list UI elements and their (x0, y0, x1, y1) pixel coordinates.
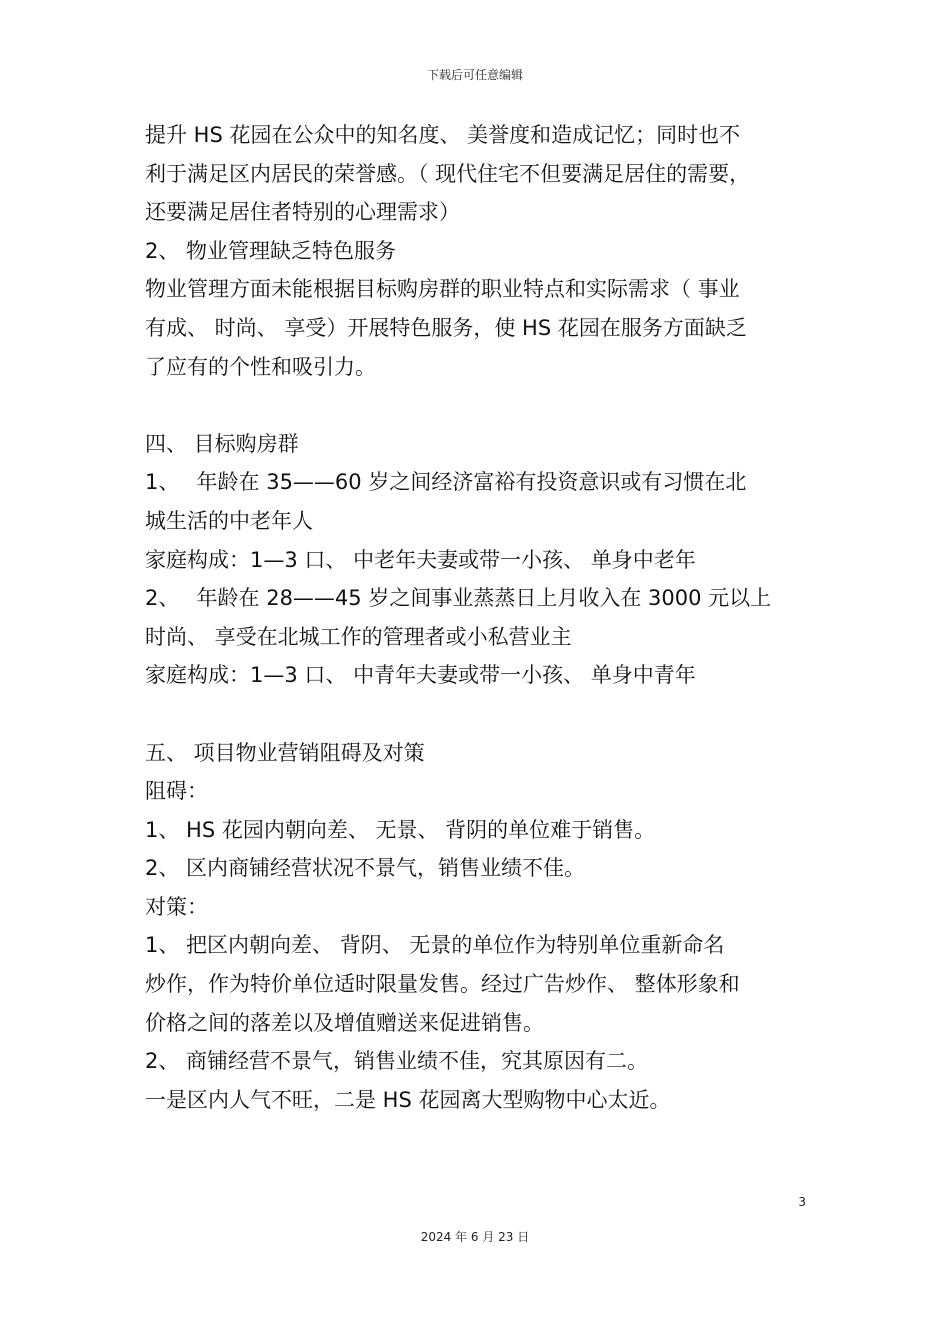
page-header-note: 下载后可任意编辑 (426, 68, 523, 82)
document-body (145, 116, 810, 1119)
body-line: 城生活的中老年人 (145, 508, 313, 533)
paragraph-gap (145, 386, 810, 425)
body-line: 阻碍： (145, 779, 208, 804)
body-line: 2、 区内商铺经营状况不景气，销售业绩不佳。 (145, 856, 586, 881)
body-line: 有成、 时尚、 享受）开展特色服务，使 HS 花园在服务方面缺乏 (145, 315, 747, 340)
page-number: 3 (798, 1195, 806, 1209)
section-heading: 四、 目标购房群 (145, 431, 299, 456)
body-line: 家庭构成：1—3 口、 中青年夫妻或带一小孩、 单身中青年 (145, 663, 696, 688)
body-line: 炒作，作为特价单位适时限量发售。经过广告炒作、 整体形象和 (145, 972, 740, 997)
body-line: 1、 年龄在 35——60 岁之间经济富裕有投资意识或有习惯在北 (145, 470, 747, 495)
body-line: 一是区内人气不旺，二是 HS 花园离大型购物中心太近。 (145, 1087, 671, 1112)
body-line: 了应有的个性和吸引力。 (145, 354, 376, 379)
body-line: 1、 HS 花园内朝向差、 无景、 背阴的单位难于销售。 (145, 817, 656, 842)
body-line: 时尚、 享受在北城工作的管理者或小私营业主 (145, 624, 572, 649)
body-line: 1、 把区内朝向差、 背阴、 无景的单位作为特别单位重新命名 (145, 933, 725, 958)
body-line: 对策： (145, 894, 208, 919)
body-line: 还要满足居住者特别的心理需求） (145, 200, 460, 225)
body-line: 2、 商铺经营不景气，销售业绩不佳，究其原因有二。 (145, 1049, 649, 1074)
section-heading: 五、 项目物业营销阻碍及对策 (145, 740, 425, 765)
footer-date: 2024 年 6 月 23 日 (420, 1230, 530, 1244)
body-line: 提升 HS 花园在公众中的知名度、 美誉度和造成记忆；同时也不 (145, 123, 741, 147)
body-line: 价格之间的落差以及增值赠送来促进销售。 (145, 1010, 544, 1035)
body-line: 利于满足区内居民的荣誉感。（ 现代住宅不但要满足居住的需要， (145, 161, 751, 186)
body-line: 家庭构成：1—3 口、 中老年夫妻或带一小孩、 单身中老年 (145, 547, 696, 572)
body-line: 物业管理方面未能根据目标购房群的职业特点和实际需求（ 事业 (145, 277, 740, 302)
paragraph-gap (145, 695, 810, 734)
body-line: 2、 年龄在 28——45 岁之间事业蒸蒸日上月收入在 3000 元以上 (145, 586, 772, 611)
section-subheading: 2、 物业管理缺乏特色服务 (145, 238, 397, 263)
